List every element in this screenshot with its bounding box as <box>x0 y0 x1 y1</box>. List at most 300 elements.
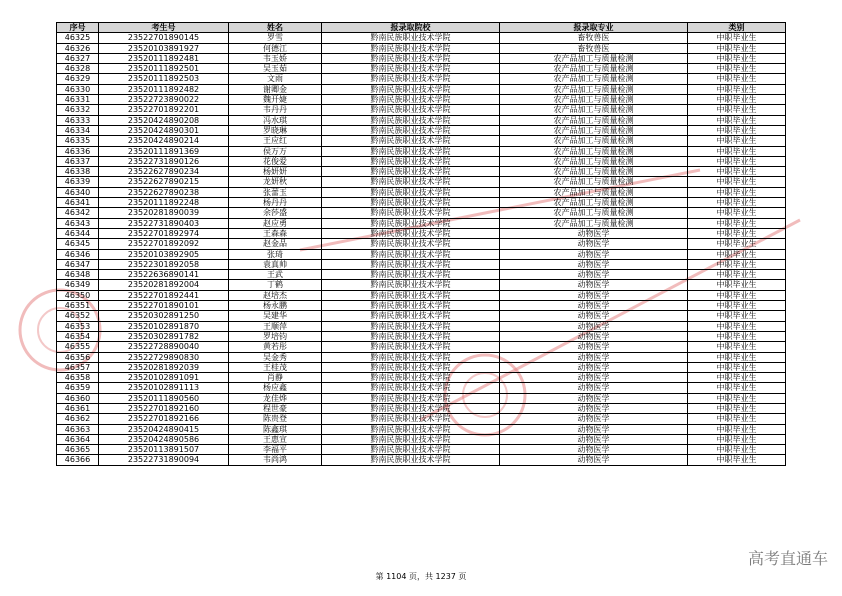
cell-major: 农产品加工与质量检测 <box>500 167 688 177</box>
cell-category: 中职毕业生 <box>688 218 786 228</box>
cell-seq: 46360 <box>57 393 99 403</box>
cell-school: 黔南民族职业技术学院 <box>322 156 500 166</box>
cell-category: 中职毕业生 <box>688 125 786 135</box>
cell-name: 花俊爱 <box>229 156 322 166</box>
cell-category: 中职毕业生 <box>688 311 786 321</box>
cell-seq: 46328 <box>57 64 99 74</box>
cell-school: 黔南民族职业技术学院 <box>322 342 500 352</box>
cell-category: 中职毕业生 <box>688 33 786 43</box>
cell-seq: 46359 <box>57 383 99 393</box>
cell-school: 黔南民族职业技术学院 <box>322 115 500 125</box>
cell-name: 杨丹丹 <box>229 198 322 208</box>
cell-name: 吴玉茹 <box>229 64 322 74</box>
cell-category: 中职毕业生 <box>688 290 786 300</box>
cell-seq: 46347 <box>57 259 99 269</box>
table-row <box>57 259 786 269</box>
cell-category: 中职毕业生 <box>688 105 786 115</box>
header-seq: 序号 <box>57 23 99 33</box>
table-row <box>57 125 786 135</box>
cell-category: 中职毕业生 <box>688 342 786 352</box>
cell-category: 中职毕业生 <box>688 239 786 249</box>
cell-category: 中职毕业生 <box>688 259 786 269</box>
cell-major: 动物医学 <box>500 259 688 269</box>
cell-name: 谢卿金 <box>229 84 322 94</box>
cell-exam-id: 23520424890214 <box>99 136 229 146</box>
cell-school: 黔南民族职业技术学院 <box>322 125 500 135</box>
cell-name: 韦玉娇 <box>229 53 322 63</box>
cell-major: 动物医学 <box>500 311 688 321</box>
cell-category: 中职毕业生 <box>688 136 786 146</box>
table-row <box>57 362 786 372</box>
cell-exam-id: 23522627890215 <box>99 177 229 187</box>
cell-category: 中职毕业生 <box>688 362 786 372</box>
cell-seq: 46362 <box>57 414 99 424</box>
cell-name: 张蕾玉 <box>229 187 322 197</box>
cell-major: 动物医学 <box>500 270 688 280</box>
cell-seq: 46341 <box>57 198 99 208</box>
cell-school: 黔南民族职业技术学院 <box>322 64 500 74</box>
cell-school: 黔南民族职业技术学院 <box>322 321 500 331</box>
admission-table <box>56 22 786 466</box>
cell-major: 农产品加工与质量检测 <box>500 136 688 146</box>
cell-category: 中职毕业生 <box>688 187 786 197</box>
cell-category: 中职毕业生 <box>688 198 786 208</box>
cell-school: 黔南民族职业技术学院 <box>322 383 500 393</box>
cell-exam-id: 23522728890040 <box>99 342 229 352</box>
cell-name: 丁鹤 <box>229 280 322 290</box>
table-row <box>57 64 786 74</box>
cell-school: 黔南民族职业技术学院 <box>322 228 500 238</box>
cell-name: 侯万万 <box>229 146 322 156</box>
cell-seq: 46342 <box>57 208 99 218</box>
cell-exam-id: 23522701890145 <box>99 33 229 43</box>
cell-name: 王顺萍 <box>229 321 322 331</box>
cell-exam-id: 23520102891113 <box>99 383 229 393</box>
cell-category: 中职毕业生 <box>688 373 786 383</box>
table-row <box>57 414 786 424</box>
cell-name: 龙佳烨 <box>229 393 322 403</box>
cell-name: 肖静 <box>229 373 322 383</box>
cell-major: 农产品加工与质量检测 <box>500 74 688 84</box>
cell-major: 动物医学 <box>500 228 688 238</box>
cell-school: 黔南民族职业技术学院 <box>322 198 500 208</box>
cell-exam-id: 23520281890039 <box>99 208 229 218</box>
table-row <box>57 208 786 218</box>
table-row <box>57 74 786 84</box>
cell-exam-id: 23520111892501 <box>99 64 229 74</box>
cell-seq: 46352 <box>57 311 99 321</box>
cell-seq: 46345 <box>57 239 99 249</box>
cell-exam-id: 23522701892441 <box>99 290 229 300</box>
cell-seq: 46329 <box>57 74 99 84</box>
cell-seq: 46337 <box>57 156 99 166</box>
cell-major: 动物医学 <box>500 455 688 465</box>
cell-school: 黔南民族职业技术学院 <box>322 403 500 413</box>
table-row <box>57 383 786 393</box>
cell-name: 罗晓琳 <box>229 125 322 135</box>
cell-category: 中职毕业生 <box>688 53 786 63</box>
cell-major: 动物医学 <box>500 362 688 372</box>
cell-category: 中职毕业生 <box>688 64 786 74</box>
cell-category: 中职毕业生 <box>688 414 786 424</box>
cell-name: 王森森 <box>229 228 322 238</box>
cell-seq: 46332 <box>57 105 99 115</box>
cell-name: 赵应勇 <box>229 218 322 228</box>
cell-major: 农产品加工与质量检测 <box>500 53 688 63</box>
table-row <box>57 105 786 115</box>
cell-major: 农产品加工与质量检测 <box>500 125 688 135</box>
cell-major: 动物医学 <box>500 445 688 455</box>
cell-exam-id: 23522701892166 <box>99 414 229 424</box>
cell-school: 黔南民族职业技术学院 <box>322 280 500 290</box>
cell-school: 黔南民族职业技术学院 <box>322 74 500 84</box>
cell-seq: 46350 <box>57 290 99 300</box>
table-row <box>57 218 786 228</box>
cell-seq: 46349 <box>57 280 99 290</box>
cell-major: 农产品加工与质量检测 <box>500 177 688 187</box>
cell-seq: 46327 <box>57 53 99 63</box>
cell-category: 中职毕业生 <box>688 208 786 218</box>
cell-category: 中职毕业生 <box>688 280 786 290</box>
cell-school: 黔南民族职业技术学院 <box>322 84 500 94</box>
cell-seq: 46366 <box>57 455 99 465</box>
cell-category: 中职毕业生 <box>688 74 786 84</box>
cell-major: 农产品加工与质量检测 <box>500 64 688 74</box>
cell-category: 中职毕业生 <box>688 167 786 177</box>
cell-exam-id: 23522729890830 <box>99 352 229 362</box>
cell-exam-id: 23522731890094 <box>99 455 229 465</box>
cell-category: 中职毕业生 <box>688 301 786 311</box>
cell-seq: 46364 <box>57 434 99 444</box>
table-row <box>57 239 786 249</box>
cell-name: 吴金秀 <box>229 352 322 362</box>
cell-school: 黔南民族职业技术学院 <box>322 445 500 455</box>
table-row <box>57 84 786 94</box>
cell-exam-id: 23520113891507 <box>99 445 229 455</box>
table-row <box>57 115 786 125</box>
cell-school: 黔南民族职业技术学院 <box>322 53 500 63</box>
cell-exam-id: 23522701892160 <box>99 403 229 413</box>
cell-category: 中职毕业生 <box>688 434 786 444</box>
cell-name: 王武 <box>229 270 322 280</box>
cell-major: 农产品加工与质量检测 <box>500 198 688 208</box>
cell-school: 黔南民族职业技术学院 <box>322 270 500 280</box>
cell-name: 程世豪 <box>229 403 322 413</box>
cell-category: 中职毕业生 <box>688 270 786 280</box>
table-row <box>57 290 786 300</box>
cell-exam-id: 23520103892905 <box>99 249 229 259</box>
cell-name: 陈鑫琪 <box>229 424 322 434</box>
cell-major: 畜牧兽医 <box>500 33 688 43</box>
cell-major: 动物医学 <box>500 321 688 331</box>
cell-major: 动物医学 <box>500 393 688 403</box>
cell-seq: 46355 <box>57 342 99 352</box>
cell-name: 袁真帅 <box>229 259 322 269</box>
cell-major: 农产品加工与质量检测 <box>500 208 688 218</box>
page-number: 第 1104 页，共 1237 页 <box>375 572 467 581</box>
cell-exam-id: 23520302891250 <box>99 311 229 321</box>
cell-seq: 46325 <box>57 33 99 43</box>
cell-name: 赵金品 <box>229 239 322 249</box>
cell-seq: 46333 <box>57 115 99 125</box>
cell-major: 动物医学 <box>500 383 688 393</box>
cell-name: 陈贵登 <box>229 414 322 424</box>
cell-school: 黔南民族职业技术学院 <box>322 311 500 321</box>
cell-exam-id: 23522627890234 <box>99 167 229 177</box>
cell-seq: 46356 <box>57 352 99 362</box>
cell-seq: 46334 <box>57 125 99 135</box>
cell-exam-id: 23520424890415 <box>99 424 229 434</box>
cell-category: 中职毕业生 <box>688 331 786 341</box>
cell-exam-id: 23520102891870 <box>99 321 229 331</box>
cell-major: 动物医学 <box>500 352 688 362</box>
cell-seq: 46330 <box>57 84 99 94</box>
cell-category: 中职毕业生 <box>688 156 786 166</box>
cell-exam-id: 23522701892974 <box>99 228 229 238</box>
cell-category: 中职毕业生 <box>688 43 786 53</box>
cell-name: 龙妍秋 <box>229 177 322 187</box>
cell-category: 中职毕业生 <box>688 177 786 187</box>
cell-category: 中职毕业生 <box>688 445 786 455</box>
cell-category: 中职毕业生 <box>688 84 786 94</box>
cell-school: 黔南民族职业技术学院 <box>322 434 500 444</box>
cell-seq: 46348 <box>57 270 99 280</box>
cell-seq: 46354 <box>57 331 99 341</box>
table-row <box>57 177 786 187</box>
cell-name: 魏开婕 <box>229 95 322 105</box>
cell-name: 罗培钧 <box>229 331 322 341</box>
table-row <box>57 95 786 105</box>
cell-exam-id: 23522701892092 <box>99 239 229 249</box>
cell-school: 黔南民族职业技术学院 <box>322 33 500 43</box>
table-row <box>57 301 786 311</box>
cell-major: 动物医学 <box>500 239 688 249</box>
cell-name: 黄若彤 <box>229 342 322 352</box>
header-category: 类别 <box>688 23 786 33</box>
cell-school: 黔南民族职业技术学院 <box>322 105 500 115</box>
cell-exam-id: 23520111891369 <box>99 146 229 156</box>
cell-exam-id: 23520424890586 <box>99 434 229 444</box>
cell-school: 黔南民族职业技术学院 <box>322 373 500 383</box>
cell-school: 黔南民族职业技术学院 <box>322 187 500 197</box>
cell-school: 黔南民族职业技术学院 <box>322 424 500 434</box>
cell-seq: 46346 <box>57 249 99 259</box>
table-row <box>57 434 786 444</box>
cell-exam-id: 23520281892004 <box>99 280 229 290</box>
cell-school: 黔南民族职业技术学院 <box>322 177 500 187</box>
cell-major: 动物医学 <box>500 403 688 413</box>
cell-exam-id: 23522701890101 <box>99 301 229 311</box>
cell-category: 中职毕业生 <box>688 455 786 465</box>
cell-category: 中职毕业生 <box>688 403 786 413</box>
table-row <box>57 311 786 321</box>
cell-name: 杨永鹏 <box>229 301 322 311</box>
table-row <box>57 424 786 434</box>
cell-exam-id: 23522636890141 <box>99 270 229 280</box>
cell-major: 农产品加工与质量检测 <box>500 146 688 156</box>
cell-major: 动物医学 <box>500 342 688 352</box>
table-row <box>57 167 786 177</box>
cell-school: 黔南民族职业技术学院 <box>322 362 500 372</box>
table-row <box>57 43 786 53</box>
cell-major: 动物医学 <box>500 331 688 341</box>
cell-category: 中职毕业生 <box>688 95 786 105</box>
cell-seq: 46336 <box>57 146 99 156</box>
table-row <box>57 331 786 341</box>
table-row <box>57 393 786 403</box>
cell-name: 韦尚鸿 <box>229 455 322 465</box>
cell-school: 黔南民族职业技术学院 <box>322 455 500 465</box>
cell-school: 黔南民族职业技术学院 <box>322 301 500 311</box>
cell-major: 农产品加工与质量检测 <box>500 115 688 125</box>
table-row <box>57 198 786 208</box>
cell-school: 黔南民族职业技术学院 <box>322 249 500 259</box>
cell-major: 动物医学 <box>500 373 688 383</box>
table-row <box>57 445 786 455</box>
cell-exam-id: 23520302891782 <box>99 331 229 341</box>
table-row <box>57 146 786 156</box>
table-row <box>57 455 786 465</box>
cell-exam-id: 23522627890238 <box>99 187 229 197</box>
cell-category: 中职毕业生 <box>688 228 786 238</box>
cell-seq: 46361 <box>57 403 99 413</box>
header-major: 报录取专业 <box>500 23 688 33</box>
cell-school: 黔南民族职业技术学院 <box>322 167 500 177</box>
cell-school: 黔南民族职业技术学院 <box>322 331 500 341</box>
cell-major: 动物医学 <box>500 280 688 290</box>
table-header-row <box>57 23 786 33</box>
table-row <box>57 53 786 63</box>
cell-seq: 46340 <box>57 187 99 197</box>
cell-major: 农产品加工与质量检测 <box>500 105 688 115</box>
cell-name: 王应红 <box>229 136 322 146</box>
cell-exam-id: 23520111890560 <box>99 393 229 403</box>
cell-seq: 46326 <box>57 43 99 53</box>
cell-major: 动物医学 <box>500 249 688 259</box>
cell-major: 动物医学 <box>500 301 688 311</box>
cell-seq: 46357 <box>57 362 99 372</box>
cell-exam-id: 23522723890022 <box>99 95 229 105</box>
cell-exam-id: 23520424890208 <box>99 115 229 125</box>
cell-exam-id: 23522731890403 <box>99 218 229 228</box>
header-name: 姓名 <box>229 23 322 33</box>
cell-school: 黔南民族职业技术学院 <box>322 352 500 362</box>
table-row <box>57 136 786 146</box>
cell-school: 黔南民族职业技术学院 <box>322 393 500 403</box>
cell-major: 农产品加工与质量检测 <box>500 218 688 228</box>
cell-school: 黔南民族职业技术学院 <box>322 239 500 249</box>
cell-seq: 46365 <box>57 445 99 455</box>
cell-name: 文雨 <box>229 74 322 84</box>
cell-seq: 46339 <box>57 177 99 187</box>
cell-school: 黔南民族职业技术学院 <box>322 146 500 156</box>
cell-category: 中职毕业生 <box>688 146 786 156</box>
cell-school: 黔南民族职业技术学院 <box>322 414 500 424</box>
cell-major: 动物医学 <box>500 424 688 434</box>
cell-category: 中职毕业生 <box>688 321 786 331</box>
cell-major: 动物医学 <box>500 434 688 444</box>
cell-seq: 46338 <box>57 167 99 177</box>
cell-seq: 46358 <box>57 373 99 383</box>
cell-exam-id: 23520281892039 <box>99 362 229 372</box>
cell-category: 中职毕业生 <box>688 393 786 403</box>
cell-name: 赵培杰 <box>229 290 322 300</box>
cell-school: 黔南民族职业技术学院 <box>322 95 500 105</box>
cell-school: 黔南民族职业技术学院 <box>322 259 500 269</box>
cell-major: 动物医学 <box>500 290 688 300</box>
table-row <box>57 249 786 259</box>
cell-category: 中职毕业生 <box>688 424 786 434</box>
cell-exam-id: 23522701892201 <box>99 105 229 115</box>
table-row <box>57 403 786 413</box>
cell-school: 黔南民族职业技术学院 <box>322 43 500 53</box>
cell-name: 王惠宣 <box>229 434 322 444</box>
cell-seq: 46351 <box>57 301 99 311</box>
table-row <box>57 280 786 290</box>
cell-exam-id: 23520111892503 <box>99 74 229 84</box>
cell-name: 张琦 <box>229 249 322 259</box>
cell-name: 韦丹丹 <box>229 105 322 115</box>
cell-name: 李福平 <box>229 445 322 455</box>
cell-major: 畜牧兽医 <box>500 43 688 53</box>
cell-school: 黔南民族职业技术学院 <box>322 290 500 300</box>
table-row <box>57 342 786 352</box>
cell-major: 动物医学 <box>500 414 688 424</box>
cell-exam-id: 23522301892058 <box>99 259 229 269</box>
cell-name: 罗雪 <box>229 33 322 43</box>
cell-school: 黔南民族职业技术学院 <box>322 208 500 218</box>
table-row <box>57 270 786 280</box>
cell-school: 黔南民族职业技术学院 <box>322 218 500 228</box>
cell-exam-id: 23520102891091 <box>99 373 229 383</box>
cell-exam-id: 23522731890126 <box>99 156 229 166</box>
table-row <box>57 373 786 383</box>
cell-name: 吴建华 <box>229 311 322 321</box>
cell-major: 农产品加工与质量检测 <box>500 156 688 166</box>
cell-exam-id: 23520111892481 <box>99 53 229 63</box>
cell-major: 农产品加工与质量检测 <box>500 187 688 197</box>
cell-seq: 46343 <box>57 218 99 228</box>
cell-seq: 46331 <box>57 95 99 105</box>
table-row <box>57 321 786 331</box>
cell-category: 中职毕业生 <box>688 115 786 125</box>
table-row <box>57 352 786 362</box>
cell-name: 冯水琪 <box>229 115 322 125</box>
cell-exam-id: 23520424890301 <box>99 125 229 135</box>
cell-name: 杨妍妍 <box>229 167 322 177</box>
cell-major: 农产品加工与质量检测 <box>500 95 688 105</box>
cell-seq: 46335 <box>57 136 99 146</box>
table-body <box>57 33 786 465</box>
cell-name: 何德江 <box>229 43 322 53</box>
cell-seq: 46353 <box>57 321 99 331</box>
cell-major: 农产品加工与质量检测 <box>500 84 688 94</box>
cell-name: 杨应鑫 <box>229 383 322 393</box>
cell-name: 余莎盛 <box>229 208 322 218</box>
table-row <box>57 228 786 238</box>
header-exam-id: 考生号 <box>99 23 229 33</box>
header-school: 报录取院校 <box>322 23 500 33</box>
table-row <box>57 187 786 197</box>
cell-exam-id: 23520103891927 <box>99 43 229 53</box>
cell-name: 王桂茂 <box>229 362 322 372</box>
cell-category: 中职毕业生 <box>688 383 786 393</box>
source-watermark: 高考直通车 <box>747 549 828 568</box>
cell-school: 黔南民族职业技术学院 <box>322 136 500 146</box>
table-row <box>57 33 786 43</box>
cell-seq: 46363 <box>57 424 99 434</box>
cell-category: 中职毕业生 <box>688 249 786 259</box>
